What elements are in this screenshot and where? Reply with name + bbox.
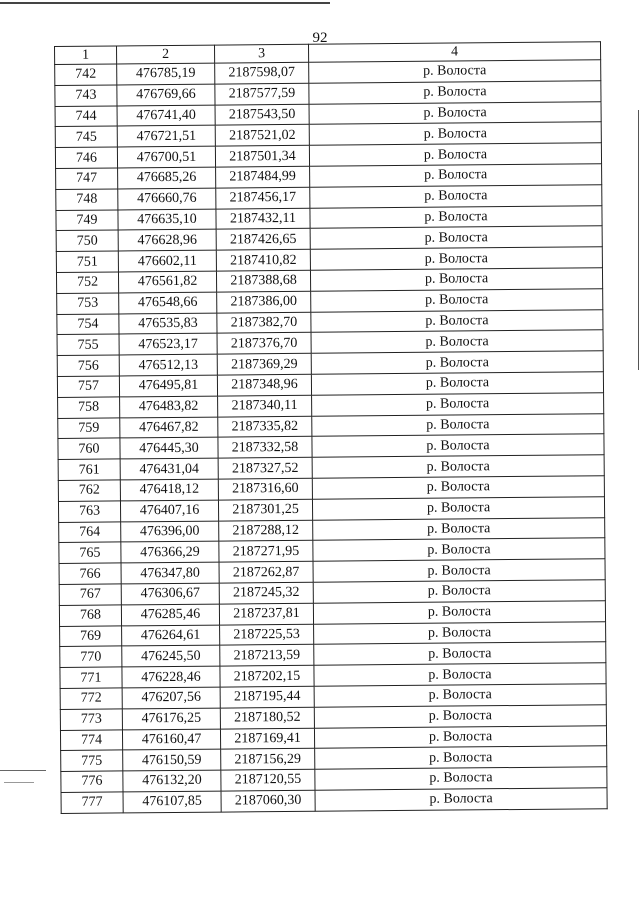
- table-body: [55, 60, 608, 813]
- x-coordinate-cell: 476418,12: [120, 479, 218, 501]
- point-number-cell: 770: [60, 646, 122, 667]
- y-coordinate-cell: 2187382,70: [217, 312, 311, 334]
- point-number-cell: 763: [58, 501, 120, 522]
- description-cell: р. Волоста: [310, 268, 602, 291]
- x-coordinate-cell: 476264,61: [122, 625, 220, 647]
- x-coordinate-cell: 476635,10: [118, 209, 216, 231]
- y-coordinate-cell: 2187327,52: [218, 457, 312, 479]
- description-cell: р. Волоста: [314, 642, 606, 665]
- point-number-cell: 745: [55, 126, 117, 147]
- point-number-cell: 749: [56, 210, 118, 231]
- y-coordinate-cell: 2187501,34: [215, 145, 309, 167]
- y-coordinate-cell: 2187543,50: [215, 104, 309, 126]
- y-coordinate-cell: 2187410,82: [216, 249, 310, 271]
- point-number-cell: 775: [61, 750, 123, 771]
- y-coordinate-cell: 2187521,02: [215, 125, 309, 147]
- top-border-line: [0, 2, 330, 4]
- point-number-cell: 767: [59, 584, 121, 605]
- y-coordinate-cell: 2187156,29: [221, 749, 315, 771]
- point-number-cell: 744: [55, 106, 117, 127]
- description-cell: р. Волоста: [315, 788, 607, 811]
- x-coordinate-cell: 476207,56: [122, 687, 220, 709]
- x-coordinate-cell: 476445,30: [120, 437, 218, 459]
- x-coordinate-cell: 476306,67: [121, 583, 219, 605]
- y-coordinate-cell: 2187348,96: [217, 374, 311, 396]
- description-cell: р. Волоста: [314, 725, 606, 748]
- point-number-cell: 761: [58, 459, 120, 480]
- y-coordinate-cell: 2187577,59: [215, 83, 309, 105]
- description-cell: р. Волоста: [314, 704, 606, 727]
- y-coordinate-cell: 2187169,41: [220, 728, 314, 750]
- x-coordinate-cell: 476548,66: [119, 292, 217, 314]
- point-number-cell: 747: [56, 168, 118, 189]
- point-number-cell: 751: [56, 251, 118, 272]
- description-cell: р. Волоста: [310, 164, 602, 187]
- y-coordinate-cell: 2187202,15: [220, 665, 314, 687]
- y-coordinate-cell: 2187369,29: [217, 353, 311, 375]
- x-coordinate-cell: 476700,51: [117, 146, 215, 168]
- description-cell: р. Волоста: [310, 185, 602, 208]
- x-coordinate-cell: 476150,59: [123, 749, 221, 771]
- point-number-cell: 757: [57, 376, 119, 397]
- x-coordinate-cell: 476535,83: [119, 313, 217, 335]
- description-cell: р. Волоста: [312, 496, 604, 519]
- y-coordinate-cell: 2187262,87: [219, 561, 313, 583]
- description-cell: р. Волоста: [312, 434, 604, 457]
- description-cell: р. Волоста: [312, 392, 604, 415]
- description-cell: р. Волоста: [313, 580, 605, 603]
- y-coordinate-cell: 2187340,11: [218, 395, 312, 417]
- description-cell: р. Волоста: [309, 81, 601, 104]
- page-edge-line: [638, 110, 639, 370]
- description-cell: р. Волоста: [310, 226, 602, 249]
- x-coordinate-cell: 476512,13: [119, 354, 217, 376]
- point-number-cell: 776: [61, 771, 123, 792]
- y-coordinate-cell: 2187456,17: [216, 187, 310, 209]
- description-cell: р. Волоста: [309, 101, 601, 124]
- y-coordinate-cell: 2187332,58: [218, 437, 312, 459]
- description-cell: р. Волоста: [315, 767, 607, 790]
- point-number-cell: 753: [57, 293, 119, 314]
- description-cell: р. Волоста: [309, 122, 601, 145]
- x-coordinate-cell: 476685,26: [118, 167, 216, 189]
- coordinates-table: [54, 41, 608, 813]
- description-cell: р. Волоста: [313, 559, 605, 582]
- y-coordinate-cell: 2187120,55: [221, 769, 315, 791]
- point-number-cell: 742: [55, 64, 117, 85]
- y-coordinate-cell: 2187180,52: [220, 707, 314, 729]
- description-cell: р. Волоста: [310, 205, 602, 228]
- margin-mark: [0, 770, 46, 771]
- x-coordinate-cell: 476407,16: [120, 500, 218, 522]
- point-number-cell: 743: [55, 85, 117, 106]
- description-cell: р. Волоста: [313, 600, 605, 623]
- x-coordinate-cell: 476602,11: [118, 250, 216, 272]
- point-number-cell: 750: [56, 230, 118, 251]
- x-coordinate-cell: 476285,46: [121, 604, 219, 626]
- y-coordinate-cell: 2187237,81: [219, 603, 313, 625]
- point-number-cell: 772: [60, 688, 122, 709]
- point-number-cell: 764: [59, 521, 121, 542]
- x-coordinate-cell: 476431,04: [120, 458, 218, 480]
- point-number-cell: 752: [56, 272, 118, 293]
- x-coordinate-cell: 476245,50: [122, 645, 220, 667]
- point-number-cell: 759: [58, 417, 120, 438]
- margin-mark-2: [4, 782, 34, 783]
- point-number-cell: 766: [59, 563, 121, 584]
- y-coordinate-cell: 2187060,30: [221, 790, 315, 812]
- x-coordinate-cell: 476107,85: [123, 791, 221, 813]
- point-number-cell: 777: [61, 792, 123, 813]
- description-cell: р. Волоста: [311, 309, 603, 332]
- y-coordinate-cell: 2187484,99: [216, 166, 310, 188]
- y-coordinate-cell: 2187598,07: [215, 62, 309, 84]
- description-cell: р. Волоста: [311, 288, 603, 311]
- y-coordinate-cell: 2187225,53: [220, 624, 314, 646]
- y-coordinate-cell: 2187213,59: [220, 645, 314, 667]
- point-number-cell: 756: [57, 355, 119, 376]
- x-coordinate-cell: 476366,29: [121, 541, 219, 563]
- x-coordinate-cell: 476721,51: [117, 125, 215, 147]
- point-number-cell: 774: [60, 729, 122, 750]
- header-col-1: 1: [55, 46, 117, 65]
- point-number-cell: 773: [60, 709, 122, 730]
- table-row: [61, 788, 607, 814]
- description-cell: р. Волоста: [315, 746, 607, 769]
- description-cell: р. Волоста: [314, 684, 606, 707]
- description-cell: р. Волоста: [312, 476, 604, 499]
- x-coordinate-cell: 476160,47: [122, 729, 220, 751]
- x-coordinate-cell: 476523,17: [119, 333, 217, 355]
- x-coordinate-cell: 476785,19: [117, 63, 215, 85]
- x-coordinate-cell: 476483,82: [120, 396, 218, 418]
- point-number-cell: 765: [59, 542, 121, 563]
- y-coordinate-cell: 2187335,82: [218, 416, 312, 438]
- description-cell: р. Волоста: [313, 538, 605, 561]
- x-coordinate-cell: 476347,80: [121, 562, 219, 584]
- point-number-cell: 754: [57, 314, 119, 335]
- y-coordinate-cell: 2187388,68: [216, 270, 310, 292]
- description-cell: р. Волоста: [313, 517, 605, 540]
- y-coordinate-cell: 2187432,11: [216, 208, 310, 230]
- x-coordinate-cell: 476769,66: [117, 84, 215, 106]
- description-cell: р. Волоста: [310, 247, 602, 270]
- description-cell: р. Волоста: [311, 351, 603, 374]
- y-coordinate-cell: 2187301,25: [218, 499, 312, 521]
- point-number-cell: 755: [57, 334, 119, 355]
- x-coordinate-cell: 476660,76: [118, 188, 216, 210]
- x-coordinate-cell: 476396,00: [121, 521, 219, 543]
- y-coordinate-cell: 2187386,00: [217, 291, 311, 313]
- description-cell: р. Волоста: [311, 372, 603, 395]
- x-coordinate-cell: 476176,25: [122, 708, 220, 730]
- point-number-cell: 768: [59, 605, 121, 626]
- point-number-cell: 771: [60, 667, 122, 688]
- point-number-cell: 758: [58, 397, 120, 418]
- y-coordinate-cell: 2187245,32: [219, 582, 313, 604]
- description-cell: р. Волоста: [314, 663, 606, 686]
- description-cell: р. Волоста: [311, 330, 603, 353]
- point-number-cell: 760: [58, 438, 120, 459]
- x-coordinate-cell: 476132,20: [123, 770, 221, 792]
- x-coordinate-cell: 476228,46: [122, 666, 220, 688]
- header-col-2: 2: [117, 45, 215, 64]
- y-coordinate-cell: 2187288,12: [219, 520, 313, 542]
- x-coordinate-cell: 476561,82: [118, 271, 216, 293]
- y-coordinate-cell: 2187271,95: [219, 541, 313, 563]
- description-cell: р. Волоста: [312, 413, 604, 436]
- description-cell: р. Волоста: [312, 455, 604, 478]
- header-col-4: 4: [308, 42, 600, 63]
- x-coordinate-cell: 476495,81: [119, 375, 217, 397]
- description-cell: р. Волоста: [309, 143, 601, 166]
- description-cell: р. Волоста: [309, 60, 601, 83]
- description-cell: р. Волоста: [314, 621, 606, 644]
- y-coordinate-cell: 2187426,65: [216, 229, 310, 251]
- page-number: 92: [312, 30, 328, 46]
- point-number-cell: 769: [60, 625, 122, 646]
- point-number-cell: 746: [55, 147, 117, 168]
- x-coordinate-cell: 476628,96: [118, 229, 216, 251]
- point-number-cell: 762: [58, 480, 120, 501]
- header-col-3: 3: [214, 44, 308, 63]
- point-number-cell: 748: [56, 189, 118, 210]
- coordinates-table-container: [54, 41, 608, 813]
- y-coordinate-cell: 2187195,44: [220, 686, 314, 708]
- y-coordinate-cell: 2187316,60: [218, 478, 312, 500]
- x-coordinate-cell: 476467,82: [120, 417, 218, 439]
- x-coordinate-cell: 476741,40: [117, 105, 215, 127]
- y-coordinate-cell: 2187376,70: [217, 333, 311, 355]
